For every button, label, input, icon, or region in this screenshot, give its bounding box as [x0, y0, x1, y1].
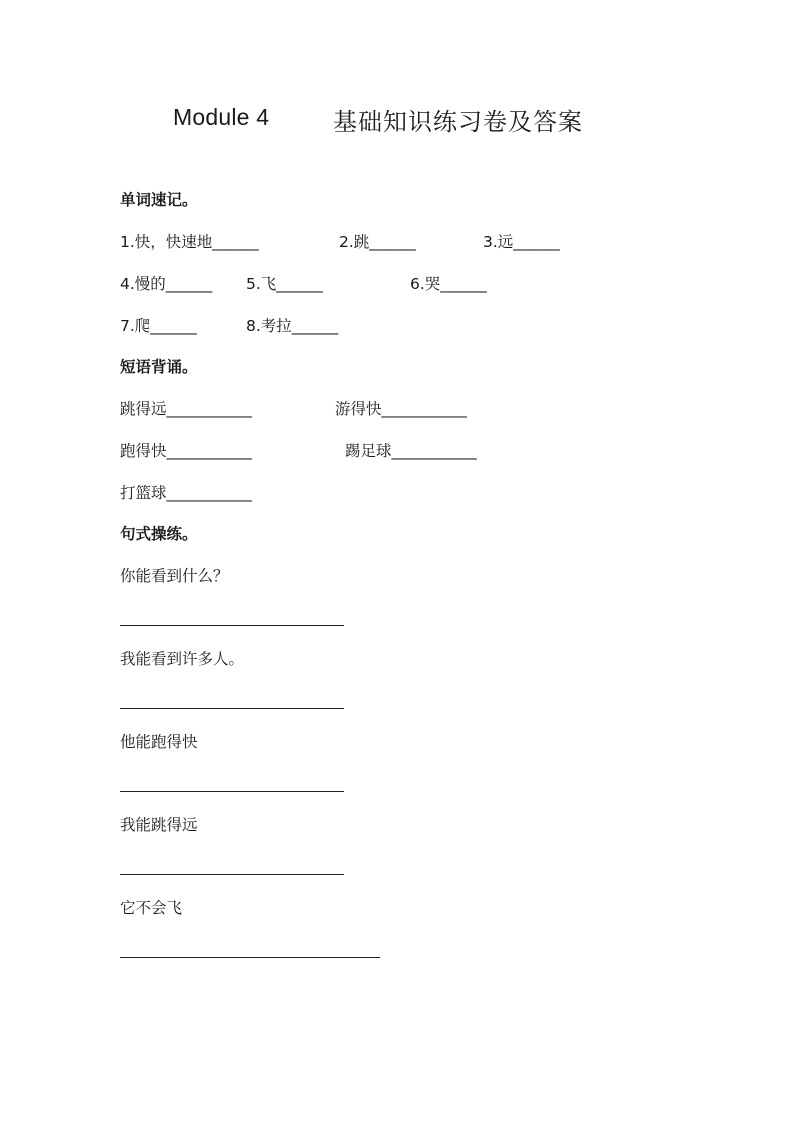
phrase-item-3: 跑得快___________ — [120, 442, 252, 460]
sentence-prompt-1: 你能看到什么？ — [120, 567, 229, 585]
title-module: Module 4 — [173, 104, 270, 130]
answer-line-5[interactable] — [120, 957, 380, 958]
sentence-prompt-5: 它不会飞 — [120, 899, 183, 917]
section-heading-vocabulary: 单词速记。 — [120, 191, 198, 209]
vocab-item-7: 7.爬______ — [120, 317, 197, 335]
vocab-item-5: 5.飞______ — [246, 275, 323, 293]
sentence-prompt-2: 我能看到许多人。 — [120, 650, 245, 668]
phrase-item-4: 踢足球___________ — [345, 442, 477, 460]
vocab-item-6: 6.哭______ — [410, 275, 487, 293]
vocab-item-8: 8.考拉______ — [246, 317, 339, 335]
answer-line-3[interactable] — [120, 791, 344, 792]
phrase-item-2: 游得快___________ — [335, 400, 467, 418]
answer-line-4[interactable] — [120, 874, 344, 875]
title-name: 基础知识练习卷及答案 — [333, 108, 583, 136]
phrase-item-5: 打篮球___________ — [120, 484, 252, 502]
answer-line-1[interactable] — [120, 625, 344, 626]
vocab-item-1: 1.快，快速地______ — [120, 233, 259, 251]
vocab-item-2: 2.跳______ — [339, 233, 416, 251]
answer-line-2[interactable] — [120, 708, 344, 709]
sentence-prompt-3: 他能跑得快 — [120, 733, 198, 751]
section-heading-phrases: 短语背诵。 — [120, 358, 198, 376]
vocab-item-4: 4.慢的______ — [120, 275, 213, 293]
section-heading-sentences: 句式操练。 — [120, 525, 198, 543]
phrase-item-1: 跳得远___________ — [120, 400, 252, 418]
sentence-prompt-4: 我能跳得远 — [120, 816, 198, 834]
vocab-item-3: 3.远______ — [483, 233, 560, 251]
page-title — [0, 100, 794, 140]
